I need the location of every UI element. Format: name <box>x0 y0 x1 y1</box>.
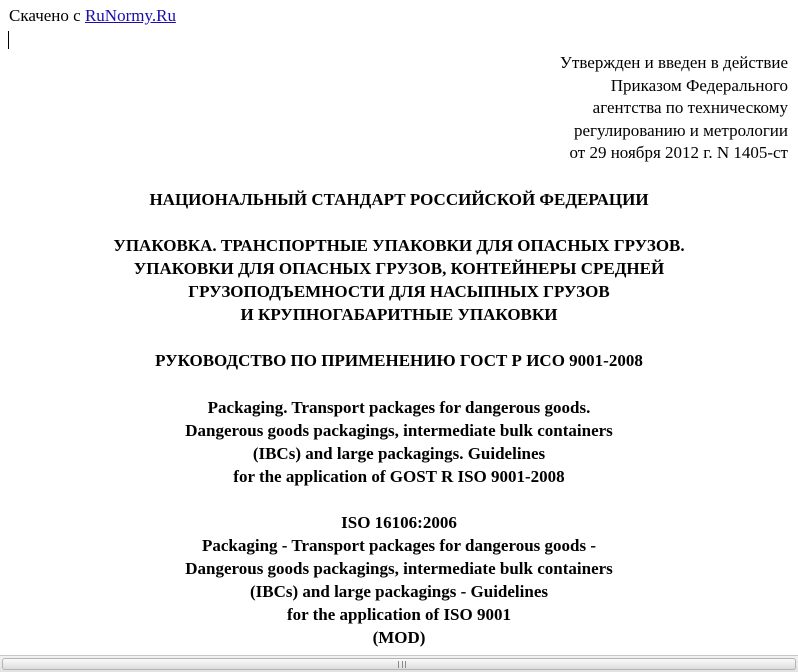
packaging-title-line: И КРУПНОГАБАРИТНЫЕ УПАКОВКИ <box>240 305 558 324</box>
standard-title-text: НАЦИОНАЛЬНЫЙ СТАНДАРТ РОССИЙСКОЙ ФЕДЕРАЦИИ <box>149 190 649 209</box>
approval-line: от 29 ноября 2012 г. N 1405-ст <box>569 143 788 163</box>
iso-title-line: for the application of ISO 9001 <box>286 605 511 624</box>
iso-title-line: Packaging - Transport packages for dangerous goods - <box>201 536 597 555</box>
approval-line: регулированию и метрологии <box>573 120 788 140</box>
iso-reference-block <box>0 511 798 649</box>
english-title-line: (IBCs) and large packagings. Guidelines <box>252 444 546 463</box>
packaging-title-ru <box>0 234 798 326</box>
packaging-title-line: УПАКОВКИ ДЛЯ ОПАСНЫХ ГРУЗОВ, КОНТЕЙНЕРЫ СРЕДНЕЙ <box>133 259 665 278</box>
english-title-line: Packaging. Transport packages for dangerous goods. <box>207 398 591 417</box>
approval-line: агентства по техническому <box>592 98 788 118</box>
iso-title-line: Dangerous goods packagings, intermediate bulk containers <box>185 559 613 578</box>
text-cursor <box>8 31 9 49</box>
iso-title-line: (IBCs) and large packagings - Guidelines <box>249 582 548 601</box>
standard-title <box>0 188 798 211</box>
runormy-link[interactable]: RuNormy.Ru <box>84 6 176 25</box>
english-title-line: Dangerous goods packagings, intermediate bulk containers <box>185 421 613 440</box>
grip-icon <box>398 661 406 668</box>
scrollbar-thumb[interactable] <box>2 658 796 670</box>
approval-line: Приказом Федерального <box>610 75 788 95</box>
iso-code: ISO 16106:2006 <box>341 513 457 532</box>
download-source-line <box>9 6 176 26</box>
approval-block <box>560 52 788 165</box>
guideline-title-ru <box>0 349 798 372</box>
guideline-title-text: РУКОВОДСТВО ПО ПРИМЕНЕНИЮ ГОСТ Р ИСО 9001-2008 <box>155 351 643 370</box>
horizontal-scrollbar[interactable] <box>0 655 798 672</box>
packaging-title-line: УПАКОВКА. ТРАНСПОРТНЫЕ УПАКОВКИ ДЛЯ ОПАСНЫХ ГРУЗОВ. <box>113 236 685 255</box>
downloaded-from-label: Скачено с <box>9 6 81 25</box>
packaging-title-line: ГРУЗОПОДЪЕМНОСТИ ДЛЯ НАСЫПНЫХ ГРУЗОВ <box>188 282 610 301</box>
english-title-line: for the application of GOST R ISO 9001-2008 <box>233 467 565 486</box>
approval-line: Утвержден и введен в действие <box>559 53 788 72</box>
iso-title-line: (MOD) <box>372 628 426 647</box>
english-title <box>0 396 798 488</box>
